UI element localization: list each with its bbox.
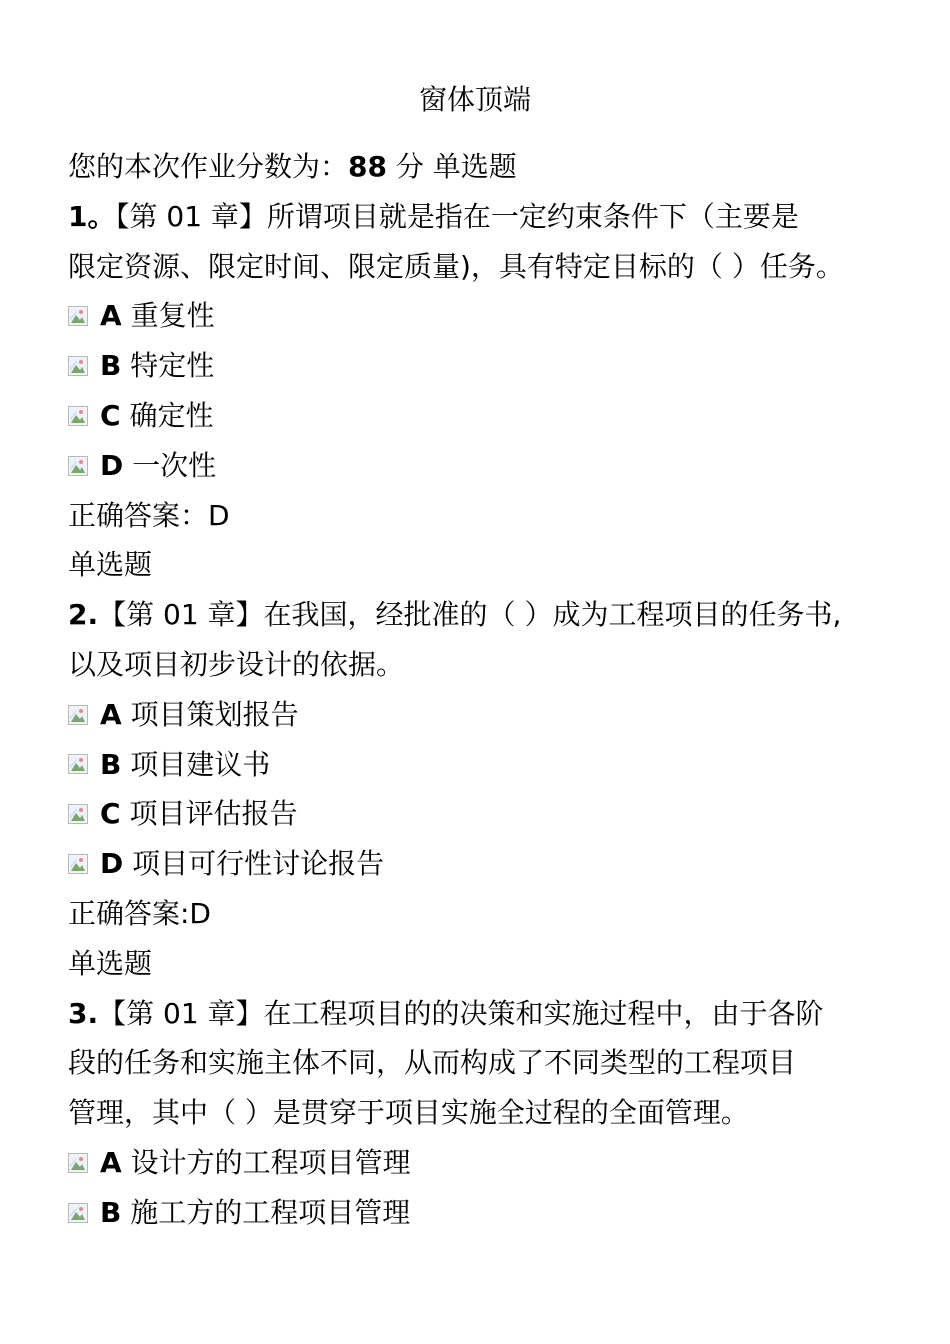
- question-stem-line: [68, 192, 898, 242]
- question-1: [68, 192, 898, 541]
- broken-image-icon[interactable]: [68, 306, 88, 326]
- question-type-label: 单选题: [68, 548, 153, 582]
- question-stem-line: 管理，其中（ ）是贯穿于项目实施全过程的全面管理。: [68, 1096, 749, 1130]
- option-row[interactable]: [68, 391, 898, 441]
- correct-answer: 正确答案:D: [68, 896, 211, 930]
- option-text: 重复性: [130, 299, 215, 333]
- option-text: 项目可行性讨论报告: [132, 847, 385, 881]
- option-letter: A: [100, 299, 122, 333]
- option-text: 项目建议书: [130, 747, 271, 781]
- option-row[interactable]: [68, 341, 898, 391]
- broken-image-icon[interactable]: [68, 1203, 88, 1223]
- broken-image-icon[interactable]: [68, 804, 88, 824]
- question-stem-line: 限定资源、限定时间、限定质量)，具有特定目标的（ ）任务。: [68, 249, 844, 283]
- option-text: 设计方的工程项目管理: [130, 1145, 411, 1179]
- option-letter: D: [100, 448, 124, 482]
- option-letter: B: [100, 747, 122, 781]
- option-text: 施工方的工程项目管理: [130, 1195, 411, 1229]
- broken-image-icon[interactable]: [68, 705, 88, 725]
- option-text: 项目评估报告: [129, 797, 298, 831]
- question-stem-line: 以及项目初步设计的依据。: [68, 647, 405, 681]
- option-text: 特定性: [130, 349, 215, 383]
- question-3: [68, 939, 898, 1238]
- question-number: 3.: [68, 996, 99, 1030]
- broken-image-icon[interactable]: [68, 356, 88, 376]
- option-row[interactable]: [68, 1188, 898, 1238]
- form-top-title: 窗体顶端: [418, 83, 531, 116]
- option-letter: A: [100, 1145, 122, 1179]
- option-row[interactable]: [68, 291, 898, 341]
- option-text: 一次性: [132, 448, 217, 482]
- option-row[interactable]: [68, 839, 898, 889]
- option-row[interactable]: [68, 740, 898, 790]
- score-value: 88: [348, 150, 387, 183]
- score-line: [68, 142, 898, 192]
- option-row[interactable]: [68, 690, 898, 740]
- question-2: [68, 540, 898, 938]
- option-letter: C: [100, 797, 121, 831]
- score-suffix: 分 单选题: [395, 150, 517, 183]
- broken-image-icon[interactable]: [68, 406, 88, 426]
- broken-image-icon[interactable]: [68, 854, 88, 874]
- question-stem-text: 【第 01 章】在我国，经批准的（ ）成为工程项目的任务书,: [98, 598, 842, 632]
- question-stem-text: 【第 01 章】在工程项目的的决策和实施过程中，由于各阶: [98, 996, 824, 1030]
- question-stem-text: 【第 01 章】所谓项目就是指在一定约束条件下（主要是: [115, 199, 799, 233]
- score-prefix: 您的本次作业分数为：: [68, 150, 349, 183]
- quiz-content: [68, 142, 898, 1238]
- broken-image-icon[interactable]: [68, 754, 88, 774]
- question-stem-line: [68, 590, 898, 640]
- question-stem-line: [68, 989, 898, 1039]
- correct-answer: 正确答案：D: [68, 498, 230, 532]
- option-letter: A: [100, 697, 122, 731]
- broken-image-icon[interactable]: [68, 1153, 88, 1173]
- option-row[interactable]: [68, 1138, 898, 1188]
- question-stem-line: 段的任务和实施主体不同，从而构成了不同类型的工程项目: [68, 1046, 797, 1080]
- option-text: 确定性: [129, 398, 214, 432]
- option-letter: C: [100, 398, 121, 432]
- question-number: 2.: [68, 598, 99, 632]
- option-text: 项目策划报告: [130, 697, 299, 731]
- option-row[interactable]: [68, 789, 898, 839]
- question-type-label: 单选题: [68, 946, 153, 980]
- option-letter: B: [100, 349, 122, 383]
- option-letter: B: [100, 1195, 122, 1229]
- option-letter: D: [100, 847, 124, 881]
- option-row[interactable]: [68, 441, 898, 491]
- question-number: 1。: [68, 199, 116, 233]
- broken-image-icon[interactable]: [68, 456, 88, 476]
